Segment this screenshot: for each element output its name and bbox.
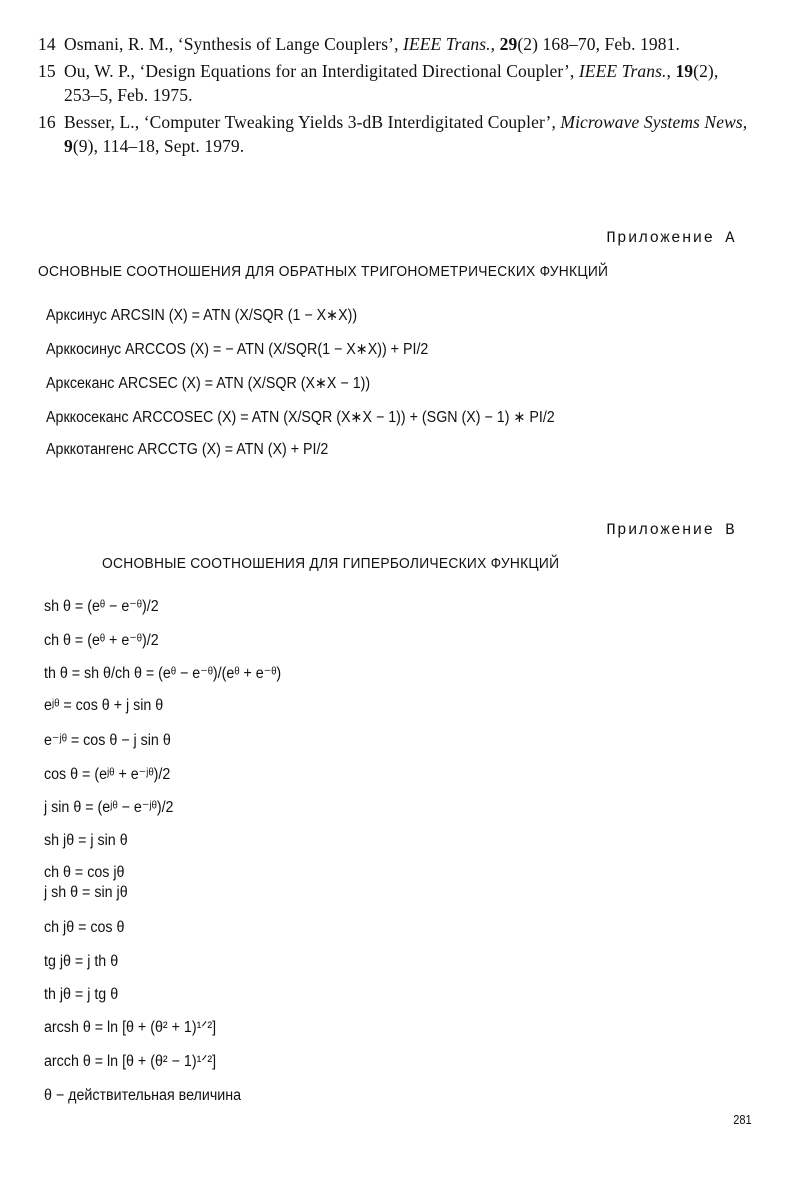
- reference-details: (9), 114–18, Sept. 1979.: [72, 136, 245, 156]
- formula-ch-cos-j: ch θ = cos jθ: [44, 864, 125, 881]
- reference-volume: 9: [64, 136, 73, 156]
- theta-note: θ − действительная величина: [44, 1087, 242, 1104]
- appendix-b-label: Приложение В: [606, 521, 736, 539]
- formula-cos: cos θ = (eʲᶿ + e⁻ʲᶿ)/2: [44, 766, 171, 783]
- appendix-a-title: ОСНОВНЫЕ СООТНОШЕНИЯ ДЛЯ ОБРАТНЫХ ТРИГОНОМЕТРИЧЕСКИХ ФУНКЦИЙ: [38, 263, 609, 280]
- reference-list: [38, 32, 752, 161]
- formula-arcsec: Арксеканс ARCSEC (X) = ATN (X/SQR (X∗X − 1)): [46, 375, 371, 392]
- formula-euler-minus: e⁻ʲᶿ = cos θ − j sin θ: [44, 732, 171, 749]
- formula-arcch: arcch θ = ln [θ + (θ² − 1)¹ᐟ²]: [44, 1053, 217, 1070]
- reference-number: 15: [38, 61, 56, 81]
- page-number: 281: [733, 1112, 752, 1127]
- formula-jsin: j sin θ = (eʲᶿ − e⁻ʲᶿ)/2: [44, 799, 174, 816]
- formula-jsh: j sh θ = sin jθ: [44, 884, 128, 901]
- formula-ch-j: ch jθ = cos θ: [44, 919, 125, 936]
- formula-th-j: th jθ = j tg θ: [44, 986, 119, 1003]
- formula-ch: ch θ = (eᶿ + e⁻ᶿ)/2: [44, 632, 159, 649]
- reference-text: Ou, W. P., ‘Design Equations for an Interdigitated Directional Coupler’,: [64, 61, 579, 81]
- reference-text: Besser, L., ‘Computer Tweaking Yields 3-dB Interdigitated Coupler’,: [64, 112, 561, 132]
- formula-th: th θ = sh θ/ch θ = (eᶿ − e⁻ᶿ)/(eᶿ + e⁻ᶿ): [44, 665, 282, 682]
- reference-number: 14: [38, 34, 56, 54]
- reference-volume: 29: [499, 34, 518, 54]
- appendix-a-label: Приложение А: [606, 229, 736, 247]
- reference-item: 16 Besser, L., ‘Computer Tweaking Yields 3-dB Interdigitated Coupler’, Microwave Systems News, 9(9), 114–18, Sept. 1979.: [38, 112, 748, 156]
- reference-details: (2), 253–5, Feb. 1975.: [64, 61, 719, 105]
- appendix-b-title: ОСНОВНЫЕ СООТНОШЕНИЯ ДЛЯ ГИПЕРБОЛИЧЕСКИХ ФУНКЦИЙ: [102, 555, 560, 572]
- reference-volume: 19: [675, 61, 694, 81]
- formula-sh: sh θ = (eᶿ − e⁻ᶿ)/2: [44, 598, 159, 615]
- reference-text: Osmani, R. M., ‘Synthesis of Lange Couplers’,: [64, 34, 404, 54]
- formula-tg-j: tg jθ = j th θ: [44, 953, 119, 970]
- reference-item: 14 Osmani, R. M., ‘Synthesis of Lange Couplers’, IEEE Trans., 29(2) 168–70, Feb. 1981.: [38, 34, 680, 54]
- reference-journal: IEEE Trans.: [403, 34, 491, 54]
- reference-journal: IEEE Trans.: [578, 61, 667, 81]
- reference-number: 16: [38, 112, 56, 132]
- formula-arcctg: Арккотангенс ARCCTG (X) = ATN (X) + PI/2: [46, 441, 329, 458]
- formula-arccosec: Арккосеканс ARCCOSEC (X) = ATN (X/SQR (X∗X − 1)) + (SGN (X) − 1) ∗ PI/2: [46, 409, 555, 426]
- reference-journal: Microwave Systems News: [560, 112, 743, 132]
- reference-item: 15 Ou, W. P., ‘Design Equations for an Interdigitated Directional Coupler’, IEEE Trans., 19(2), 253–5, Feb. 1975.: [38, 61, 719, 105]
- formula-arcsh: arcsh θ = ln [θ + (θ² + 1)¹ᐟ²]: [44, 1019, 217, 1036]
- formula-arccos: Арккосинус ARCCOS (X) = − ATN (X/SQR(1 − X∗X)) + PI/2: [46, 341, 429, 358]
- formula-sh-j: sh jθ = j sin θ: [44, 832, 128, 849]
- reference-details: (2) 168–70, Feb. 1981.: [517, 34, 680, 54]
- formula-arcsin: Арксинус ARCSIN (X) = ATN (X/SQR (1 − X∗X)): [46, 307, 358, 324]
- formula-euler-plus: eʲᶿ = cos θ + j sin θ: [44, 697, 164, 714]
